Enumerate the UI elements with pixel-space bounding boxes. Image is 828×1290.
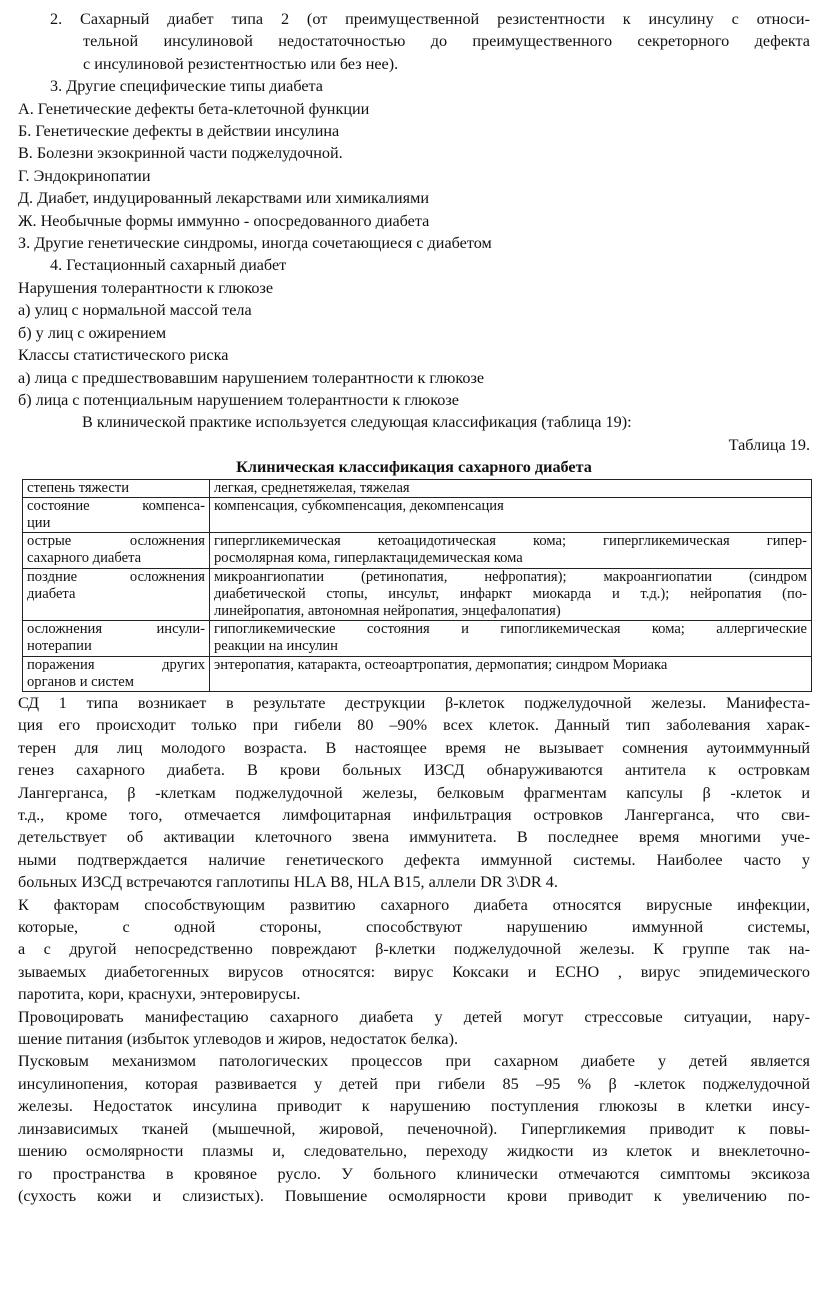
paragraph-line: Провоцировать манифестацию сахарного диабета у детей могут стрессовые ситуации, нару-: [18, 1007, 810, 1026]
table-row: [23, 656, 812, 691]
paragraph-line: детельствует об активации клеточного звена иммунитета. В последнее время многими уче-: [18, 828, 810, 847]
list-line: В клинической практике используется следующая классификация (таблица 19):: [82, 413, 632, 432]
list-line: 3. Другие специфические типы диабета: [50, 77, 323, 96]
table-cell-line: осложнения инсули-: [27, 621, 205, 638]
paragraph: [18, 692, 810, 894]
paragraph-line: паротита, кори, краснухи, энтеровирусы.: [18, 985, 301, 1004]
table-cell-category: [23, 533, 210, 568]
list-line: З. Другие генетические синдромы, иногда сочетающиеся с диабетом: [18, 234, 492, 253]
paragraph-line: ция его происходит только при гибели 80 –90% всех клеток. Данный тип заболевания харак-: [18, 716, 810, 735]
table-cell-category: [23, 656, 210, 691]
paragraph: [18, 894, 810, 1006]
table-cell-category: [23, 497, 210, 532]
table-cell-category: [23, 621, 210, 656]
paragraph-line: железы. Недостаток инсулина приводит к нарушению поступления глюкозы в клетки инсу-: [18, 1097, 810, 1116]
paragraph-line: Лангерганса, β -клеткам поджелудочной железы, белковым фрагментам капсулы β -клеток и: [18, 783, 810, 802]
list-line: Нарушения толерантности к глюкозе: [18, 278, 274, 297]
paragraph-line: инсулинопения, которая развивается у детей при гибели 85 –95 % β -клеток поджелудочной: [18, 1074, 810, 1093]
table-label: Таблица 19.: [728, 435, 810, 454]
table-cell-category: [23, 479, 210, 497]
paragraph-line: генез сахарного диабета. В крови больных ИЗСД обнаруживаются антитела к островкам: [18, 761, 810, 780]
table-cell-category: [23, 568, 210, 621]
list-line: А. Генетические дефекты бета-клеточной функции: [18, 99, 370, 118]
table-cell-line: гипогликемические состояния и гипогликемическая кома; аллергические: [214, 621, 807, 638]
table-cell-line: острые осложнения: [27, 533, 205, 550]
table-cell-line: ции: [27, 514, 51, 531]
table-cell-line: микроангиопатии (ретинопатия, нефропатия); макроангиопатии (синдром: [214, 568, 807, 585]
table-row: [23, 533, 812, 568]
paragraph-line: а с другой непосредственно повреждают β-клетки поджелудочной железы. К группе так на-: [18, 940, 810, 959]
table-cell-line: степень тяжести: [27, 479, 130, 496]
table-cell-description: [210, 497, 812, 532]
paragraph-line: линзависимых тканей (мышечной, жировой, печеночной). Гипергликемия приводит к повы-: [18, 1119, 810, 1138]
paragraph-line: т.д., кроме того, отмечается лимфоцитарная инфильтрация островков Лангерганса, что сви-: [18, 806, 810, 824]
table-cell-description: [210, 568, 812, 621]
table-cell-line: легкая, среднетяжелая, тяжелая: [214, 479, 410, 496]
table-cell-line: сахарного диабета: [27, 550, 142, 567]
list-line: Г. Эндокринопатии: [18, 166, 151, 185]
list-line: с инсулиновой резистентностью или без нее).: [83, 54, 399, 73]
table-cell-description: [210, 656, 812, 691]
paragraph-line: шению осмолярности плазмы и, следовательно, переходу жидкости из клеток и внеклеточно-: [18, 1142, 810, 1161]
table-cell-description: [210, 479, 812, 497]
table-cell-line: нотерапии: [27, 638, 92, 655]
list-line: В. Болезни экзокринной части поджелудочной.: [18, 144, 343, 163]
table-cell-line: поздние осложнения: [27, 568, 205, 585]
classification-table: [22, 479, 812, 692]
table-cell-line: гипергликемическая кетоацидотическая кома; гипергликемическая гипер-: [214, 533, 807, 550]
paragraph-line: К факторам способствующим развитию сахарного диабета относятся вирусные инфекции,: [18, 895, 810, 914]
paragraph-line: шение питания (избыток углеводов и жиров, недостаток белка).: [18, 1030, 459, 1049]
table-cell-line: компенсация, субкомпенсация, декомпенсация: [214, 497, 504, 514]
table-cell-line: росмолярная кома, гиперлактацидемическая кома: [214, 550, 523, 567]
list-line: 2. Сахарный диабет типа 2 (от преимущественной резистентности к инсулину с относи-: [50, 10, 810, 28]
body-text: [18, 692, 810, 1207]
table-cell-line: энтеропатия, катаракта, остеоартропатия, дермопатия; синдром Мориака: [214, 656, 668, 673]
list-line: Ж. Необычные формы иммунно - опосредованного диабета: [18, 211, 430, 230]
list-line: а) лица с предшествовавшим нарушением толерантности к глюкозе: [18, 368, 485, 387]
table-cell-line: реакции на инсулин: [214, 638, 338, 655]
table-row: [23, 568, 812, 621]
list-line: 4. Гестационный сахарный диабет: [50, 256, 287, 275]
paragraph-line: СД 1 типа возникает в результате деструкции β-клеток поджелудочной железы. Манифеста-: [18, 693, 810, 712]
paragraph-line: которые, с одной стороны, способствуют нарушению иммунной системы,: [18, 918, 810, 937]
list-line: Д. Диабет, индуцированный лекарствами или химикалиями: [18, 189, 430, 208]
paragraph-line: ными подтверждается наличие генетического дефекта иммунной системы. Наиболее часто у: [18, 850, 810, 869]
table-cell-description: [210, 533, 812, 568]
table-row: [23, 621, 812, 656]
paragraph-line: Пусковым механизмом патологических процессов при сахарном диабете у детей является: [18, 1052, 810, 1071]
list-line: Классы статистического риска: [18, 346, 229, 365]
list-line: б) у лиц с ожирением: [18, 323, 167, 342]
table-title: Клиническая классификация сахарного диабета: [236, 458, 592, 477]
paragraph-line: терен для лиц молодого возраста. В настоящее время не вызывает сомнения аутоиммунный: [18, 738, 810, 757]
table-row: [23, 497, 812, 532]
list-line: б) лица с потенциальным нарушением толерантности к глюкозе: [18, 390, 459, 409]
list-line: а) улиц с нормальной массой тела: [18, 301, 252, 320]
table-cell-line: поражения других: [27, 656, 205, 673]
paragraph-line: го пространства в кровяное русло. У больного клинически отмечаются симптомы эксикоза: [18, 1164, 810, 1183]
paragraph-line: (сухость кожи и слизистых). Повышение осмолярности крови приводит к увеличению по-: [18, 1186, 810, 1205]
paragraph-line: зываемых диабетогенных вирусов относятся: вирус Коксаки и ЕСНО , вирус эпидемического: [18, 962, 810, 981]
classification-list: [18, 8, 810, 434]
table-cell-line: диабетической стопы, инсульт, инфаркт миокарда и т.д.); нейропатия (по-: [214, 585, 807, 602]
table-row: [23, 479, 812, 497]
table-cell-line: диабета: [27, 585, 76, 602]
paragraph: [18, 1050, 810, 1207]
table-cell-line: линейропатия, автономная нейропатия, энцефалопатия): [214, 602, 561, 619]
table-cell-description: [210, 621, 812, 656]
list-line: тельной инсулиновой недостаточностью до преимущественного секреторного дефекта: [83, 32, 810, 51]
table-cell-line: состояние компенса-: [27, 497, 205, 514]
paragraph: [18, 1006, 810, 1051]
table-cell-line: органов и систем: [27, 673, 135, 690]
paragraph-line: больных ИЗСД встречаются гаплотипы HLA B8, HLA B15, аллели DR 3\DR 4.: [18, 873, 558, 892]
list-line: Б. Генетические дефекты в действии инсулина: [18, 122, 340, 141]
